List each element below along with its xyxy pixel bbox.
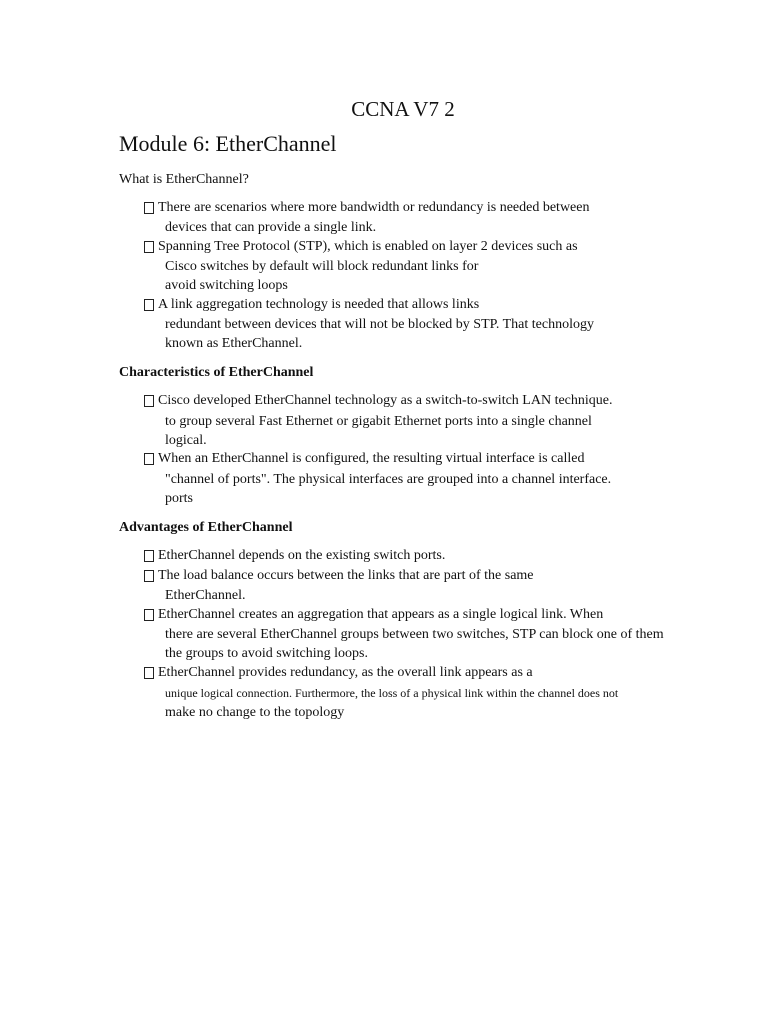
bullet-continuation: known as EtherChannel. (165, 336, 303, 351)
bullet-continuation: EtherChannel. (165, 588, 246, 603)
section-heading-characteristics: Characteristics of EtherChannel (119, 365, 314, 380)
bullet-continuation: logical. (165, 433, 207, 448)
bullet-continuation: unique logical connection. Furthermore, the loss of a physical link within the channel does not (165, 686, 619, 700)
bullet-icon (144, 241, 154, 253)
bullet-continuation: Cisco switches by default will block redundant links for (165, 259, 479, 274)
bullet-icon (144, 202, 154, 214)
bullet-text: Cisco developed EtherChannel technology as a switch-to-switch LAN technique. (158, 393, 613, 408)
bullet-continuation: to group several Fast Ethernet or gigabit Ethernet ports into a single channel (165, 414, 592, 429)
bullet-continuation: there are several EtherChannel groups between two switches, STP can block one of them (165, 627, 664, 642)
bullet-continuation: devices that can provide a single link. (165, 220, 377, 235)
bullet-continuation: the groups to avoid switching loops. (165, 646, 368, 661)
bullet-text: Spanning Tree Protocol (STP), which is enabled on layer 2 devices such as (158, 239, 578, 254)
bullet-continuation: ports (165, 491, 193, 506)
module-title: Module 6: EtherChannel (119, 131, 337, 156)
section-heading-advantages: Advantages of EtherChannel (119, 520, 293, 535)
bullet-continuation: make no change to the topology (165, 705, 345, 720)
bullet-icon (144, 550, 154, 562)
bullet-text: A link aggregation technology is needed that allows links (158, 297, 480, 312)
bullet-icon (144, 299, 154, 311)
bullet-continuation: redundant between devices that will not be blocked by STP. That technology (165, 317, 594, 332)
bullet-icon (144, 453, 154, 465)
bullet-text: EtherChannel depends on the existing switch ports. (158, 548, 446, 563)
bullet-text: EtherChannel creates an aggregation that appears as a single logical link. When (158, 607, 604, 622)
section-heading-what-is: What is EtherChannel? (119, 172, 249, 187)
bullet-icon (144, 395, 154, 407)
bullet-icon (144, 570, 154, 582)
bullet-text: There are scenarios where more bandwidth or redundancy is needed between (158, 200, 590, 215)
bullet-text: When an EtherChannel is configured, the resulting virtual interface is called (158, 451, 585, 466)
bullet-icon (144, 609, 154, 621)
bullet-icon (144, 667, 154, 679)
bullet-continuation: avoid switching loops (165, 278, 288, 293)
bullet-text: EtherChannel provides redundancy, as the overall link appears as a (158, 665, 533, 680)
document-title: CCNA V7 2 (351, 97, 455, 121)
bullet-text: The load balance occurs between the links that are part of the same (158, 568, 534, 583)
bullet-continuation: "channel of ports". The physical interfaces are grouped into a channel interface. (165, 472, 612, 487)
